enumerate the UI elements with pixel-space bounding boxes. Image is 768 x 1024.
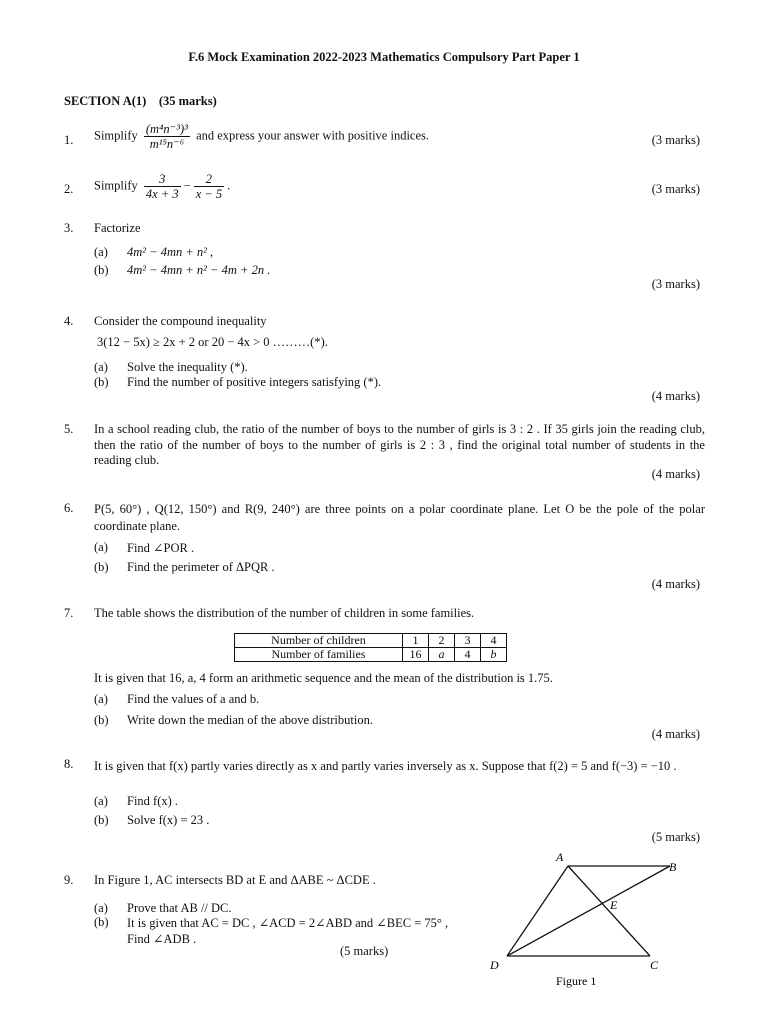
q6-a-label: (a) — [94, 540, 108, 554]
q1-number: 1. — [64, 133, 74, 147]
q8-number: 8. — [64, 757, 74, 771]
q4-b-text: Find the number of positive integers satisfying (*). — [127, 375, 382, 389]
q7-number: 7. — [64, 606, 74, 620]
table-cell: b — [481, 648, 507, 662]
q3-b-label: (b) — [94, 263, 109, 277]
q1-denominator: m¹⁵n⁻⁶ — [149, 137, 185, 151]
q3-marks: (3 marks) — [651, 277, 700, 291]
q1-rest: and express your answer with positive indices. — [196, 128, 429, 143]
table-cell: 4 — [455, 648, 481, 662]
q8-a-label: (a) — [94, 794, 108, 808]
section-heading — [64, 94, 217, 109]
q2-simplify: Simplify — [94, 178, 138, 193]
q7-given: It is given that 16, a, 4 form an arithmetic sequence and the mean of the distribution is 1.75. — [94, 671, 553, 685]
q2-text — [94, 172, 230, 201]
table-cell: 16 — [403, 648, 429, 662]
q9-marks: (5 marks) — [340, 944, 389, 958]
table-cell: 3 — [455, 634, 481, 648]
q6-b-label: (b) — [94, 560, 109, 574]
q5-text: In a school reading club, the ratio of the number of boys to the number of girls is 3 : 2 . If 35 girls join the reading club, then the ratio of the number of boys to the number of girls is 2 : 3 , find the original total number of students in the reading club. — [94, 422, 705, 467]
q9-a-text: Prove that AB // DC. — [127, 901, 232, 915]
q2-end: . — [227, 178, 231, 193]
segment-db — [507, 866, 670, 956]
q8-a-text: Find f(x) . — [127, 794, 179, 808]
q8-b-label: (b) — [94, 813, 109, 827]
table-row — [235, 634, 507, 648]
q7-b-label: (b) — [94, 713, 109, 727]
q6-b-text: Find the perimeter of ΔPQR . — [127, 560, 275, 574]
q7-a-text: Find the values of a and b. — [127, 692, 260, 706]
q8-text: It is given that f(x) partly varies directly as x and partly varies inversely as x. Suppose that f(2) = 5 and f(−3) = −10 . — [94, 759, 677, 773]
q2-number: 2. — [64, 182, 74, 196]
q6-number: 6. — [64, 501, 74, 515]
q2-minus: − — [183, 178, 191, 193]
table-row — [235, 648, 507, 662]
q4-text: Consider the compound inequality — [94, 314, 267, 328]
section-title: SECTION A(1) — [64, 94, 147, 108]
q9-b-text-2: Find ∠ADB . — [127, 932, 197, 946]
segment-da — [507, 866, 568, 956]
q1-numerator: (m⁴n⁻³)³ — [145, 122, 188, 136]
q2-frac1-den: 4x + 3 — [145, 187, 179, 201]
q6-marks: (4 marks) — [651, 577, 700, 591]
q4-a-label: (a) — [94, 360, 108, 374]
vertex-label-d: D — [490, 958, 499, 972]
q2-frac2-num: 2 — [194, 172, 224, 187]
table-header-families: Number of families — [235, 648, 403, 662]
q2-fraction-2 — [194, 172, 224, 201]
q1-marks: (3 marks) — [651, 133, 700, 147]
q3-a-label: (a) — [94, 245, 108, 259]
q4-a-text: Solve the inequality (*). — [127, 360, 248, 374]
q6-text: P(5, 60°) , Q(12, 150°) and R(9, 240°) are three points on a polar coordinate plane. Let O be the pole of the polar coordinate plane. — [94, 502, 705, 533]
q9-a-label: (a) — [94, 901, 108, 915]
q7-b-text: Write down the median of the above distribution. — [127, 713, 373, 727]
vertex-label-a: A — [556, 850, 564, 864]
q2-fraction-1 — [144, 172, 181, 201]
q7-text: The table shows the distribution of the number of children in some families. — [94, 606, 475, 620]
q3-b-text: 4m² − 4mn + n² − 4m + 2n . — [127, 263, 271, 277]
q7-a-label: (a) — [94, 692, 108, 706]
q3-text: Factorize — [94, 221, 141, 235]
q3-a-text: 4m² − 4mn + n² , — [127, 245, 214, 259]
figure-1-diagram — [480, 845, 695, 995]
q4-inequality: 3(12 − 5x) ≥ 2x + 2 or 20 − 4x > 0 ………(*). — [97, 335, 328, 349]
q5-number: 5. — [64, 422, 74, 436]
q7-marks: (4 marks) — [651, 727, 700, 741]
section-marks: (35 marks) — [158, 94, 217, 108]
table-cell: 2 — [429, 634, 455, 648]
q6-a-text: Find ∠POR . — [127, 541, 195, 555]
table-cell: 4 — [481, 634, 507, 648]
table-cell: a — [429, 648, 455, 662]
q1-fraction — [144, 122, 190, 151]
segment-ac — [568, 866, 650, 956]
q8-marks: (5 marks) — [651, 830, 700, 844]
vertex-label-b: B — [669, 860, 677, 874]
table-cell: 1 — [403, 634, 429, 648]
figure-caption: Figure 1 — [556, 974, 597, 988]
q4-number: 4. — [64, 314, 74, 328]
q1-text — [94, 122, 429, 151]
q4-marks: (4 marks) — [651, 389, 700, 403]
table-header-children: Number of children — [235, 634, 403, 648]
distribution-table — [234, 633, 507, 662]
q2-frac1-num: 3 — [144, 172, 181, 187]
q1-simplify: Simplify — [94, 128, 138, 143]
vertex-label-e: E — [610, 898, 618, 912]
q9-text: In Figure 1, AC intersects BD at E and ΔABE ~ ΔCDE . — [94, 873, 376, 887]
q9-number: 9. — [64, 873, 74, 887]
q9-b-text: It is given that AC = DC , ∠ACD = 2∠ABD and ∠BEC = 75° , — [127, 916, 449, 930]
q8-b-text: Solve f(x) = 23 . — [127, 813, 210, 827]
q2-frac2-den: x − 5 — [195, 187, 223, 201]
q5-marks: (4 marks) — [651, 467, 700, 481]
q4-b-label: (b) — [94, 375, 109, 389]
q3-number: 3. — [64, 221, 74, 235]
page-title: F.6 Mock Examination 2022-2023 Mathematics Compulsory Part Paper 1 — [188, 50, 580, 64]
q2-marks: (3 marks) — [651, 182, 700, 196]
q9-b-label: (b) — [94, 915, 109, 929]
vertex-label-c: C — [650, 958, 659, 972]
